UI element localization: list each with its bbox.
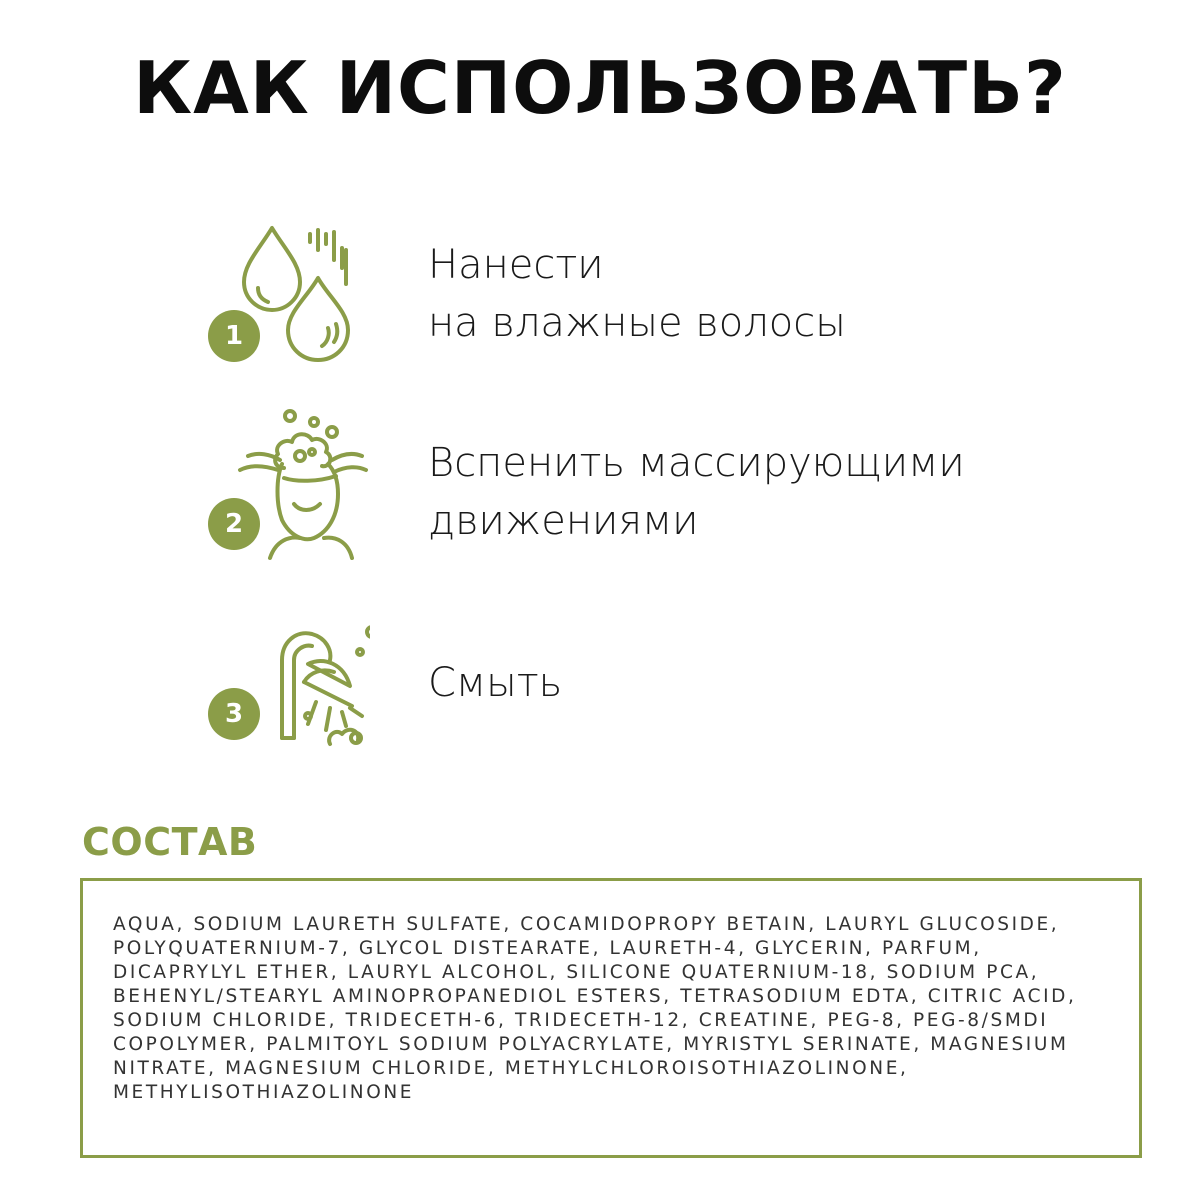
step-text <box>428 434 965 550</box>
step-text-line: Вспенить массирующими <box>428 440 965 486</box>
composition-text: AQUA, SODIUM LAURETH SULFATE, COCAMIDOPROPY BETAIN, LAURYL GLUCOSIDE, POLYQUATERNIUM-7, GLYCOL DISTEARATE, LAURETH-4, GLYCERIN, PARFUM, DICAPRYLYL ETHER, LAURYL ALCOHOL, SILICONE QUATERNIUM-18, SODIUM PCA, BEHENYL/STEARYL AMINOPROPANEDIOL ESTERS, TETRASODIUM EDTA, CITRIC ACID, SODIUM CHLORIDE, TRIDECETH-6, TRIDECETH-12, CREATINE, PEG-8, PEG-8/SMDI COPOLYMER, PALMITOYL SODIUM POLYACRYLATE, MYRISTYL SERINATE, MAGNESIUM NITRATE, MAGNESIUM CHLORIDE, METHYLCHLOROISOTHIAZOLINONE, METHYLISOTHIAZOLINONE <box>113 914 1077 1103</box>
step-text-line: Смыть <box>428 660 563 706</box>
composition-title: СОСТАВ <box>82 820 258 864</box>
step-text <box>428 236 846 352</box>
composition-box <box>80 878 1142 1158</box>
step-number-badge: 2 <box>208 498 260 550</box>
step-text <box>428 654 562 712</box>
step-3 <box>200 620 1100 780</box>
step-text-line: Нанести <box>428 242 604 288</box>
step-1 <box>200 220 1100 380</box>
page-title: КАК ИСПОЛЬЗОВАТЬ? <box>133 46 1067 130</box>
step-number-badge: 1 <box>208 310 260 362</box>
step-2 <box>200 408 1100 568</box>
step-text-line: на влажные волосы <box>428 300 846 346</box>
step-text-line: движениями <box>428 498 699 544</box>
step-number-badge: 3 <box>208 688 260 740</box>
